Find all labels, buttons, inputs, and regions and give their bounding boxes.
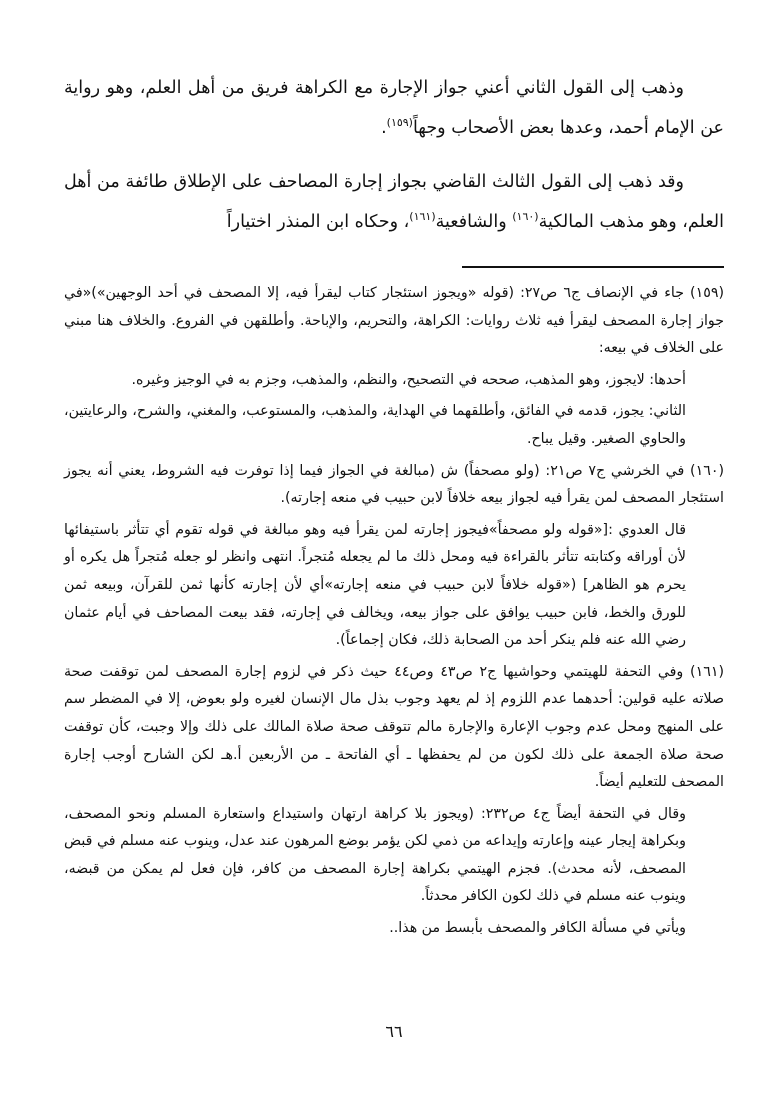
- footnote-159-number: (١٥٩): [690, 285, 725, 301]
- footnote-161-paragraph-3: ويأتي في مسألة الكافر والمصحف بأبسط من هذا..: [389, 920, 686, 937]
- main-paragraph-2-text-b: والشافعية: [435, 212, 513, 232]
- footnote-ref-159[interactable]: (١٥٩): [386, 116, 413, 130]
- page-number: ٦٦: [385, 1022, 403, 1041]
- footnote-159: [64, 280, 724, 363]
- main-paragraph-2-text-a: وقد ذهب إلى القول الثالث القاضي بجواز إجارة المصاحف على الإطلاق طائفة من أهل العلم، وهو مذهب المالكية: [64, 172, 724, 232]
- footnotes-section: [64, 280, 724, 947]
- main-paragraph-1-end: .: [381, 118, 387, 138]
- footnote-160-paragraph-2: قال العدوي :[«قوله ولو مصحفاً»فيجوز إجارته لمن يقرأ فيه وهو مبالغة في قوله تقوم أي تتأثر باستيفائها لأن أوراقه وكتابته تتأثر بالقراءة فيه ومحل ذلك ما لم يجعله مُتجراً. انتهى وانظر لو جعله مُتجراً هل يكره أو يحرم هو الظاهر] («قوله خلافاً لابن حبيب في منعه إجارته»أي لأن إجارته كأنها ثمن للقرآن، وبيعه ثمن للورق والخط، فابن حبيب يوافق على جواز بيعه، ويخالف في إجارته، فقد بيعت المصاحف في أيام عثمان رضي الله عنه فلم ينكر أحد من الصحابة ذلك، فكان إجماعاً).: [64, 521, 686, 649]
- main-paragraph-2-text-c: ، وحكاه ابن المنذر اختياراً: [226, 212, 410, 232]
- footnote-161-number: (١٦١): [690, 663, 725, 680]
- footnote-161-text: وفي التحفة للهيتمي وحواشيها ج٢ ص٤٣ وص٤٤ حيث ذكر في لزوم إجارة المصحف لمن توقفت صحة صلاته عليه قولين: أحدهما عدم اللزوم إذ لم يعهد وجوب بذل مال الإنسان لغيره ولو بعوض، إلا في المضطر سم على المنهج ومحل عدم وجوب الإعارة والإجارة مالم تتوقف صحة صلاة المالك على ذلك وإلا وجبت، كأن توقفت صحة صلاة الجمعة على ذلك لكون من لم يحفظها ـ أي الفاتحة ـ من الأربعين أ.هـ لكن الشارح أوجب إجارة المصحف للتعليم أيضاً.: [64, 663, 724, 791]
- footnote-ref-161[interactable]: (١٦١): [409, 210, 436, 224]
- main-paragraph-1-text: وذهب إلى القول الثاني أعني جواز الإجارة مع الكراهة فريق من أهل العلم، وهو رواية عن الإمام أحمد، وعدها بعض الأصحاب وجهاً: [64, 78, 724, 138]
- footnote-separator: [462, 266, 724, 268]
- footnote-161-paragraph-2: وقال في التحفة أيضاً ج٤ ص٢٣٢: (ويجوز بلا كراهة ارتهان واستيداع واستعارة المسلم ونحو المصحف، وبكراهة إيجار عينه وإعارته وإيداعه من ذمي لكن يؤمر بوضع المرهون عند عدل، وينوب عنه مسلم في قبض المصحف، لأنه محدث). فجزم الهيتمي بكراهة إجارة المصحف من كافر، فإن فعل لم يمكن من قبضه، وينوب عنه مسلم في ذلك لكون الكافر محدثاً.: [64, 805, 686, 905]
- footnote-160-text: في الخرشي ج٧ ص٢١: (ولو مصحفاً) ش (مبالغة في الجواز فيما إذا توفرت فيه الشروط، يعني أنه يجوز استئجار المصحف لمن يقرأ فيه لجواز بيعه خلافاً لابن حبيب في منعه إجارته).: [64, 462, 724, 507]
- footnote-160: [64, 458, 724, 513]
- footnote-160-number: (١٦٠): [690, 462, 724, 479]
- footnote-ref-160[interactable]: (١٦٠): [512, 210, 539, 224]
- footnote-161: [64, 659, 724, 797]
- main-text: [64, 68, 724, 242]
- main-paragraph-1: [64, 68, 724, 148]
- main-paragraph-2: [64, 162, 724, 242]
- footnote-159-paragraph-2: أحدها: لايجوز، وهو المذهب، صححه في التصحيح، والنظم، والمذهب، وجزم به في الوجيز وغيره.: [131, 371, 686, 388]
- document-page: [64, 68, 724, 1078]
- footnote-159-text: جاء في الإنصاف ج٦ ص٢٧: (قوله «ويجوز استئجار كتاب ليقرأ فيه، إلا المصحف في أحد الوجهين»)«في جواز إجارة المصحف ليقرأ فيه ثلاث روايات: الكراهة، والتحريم، والإباحة. وأطلقهن في الفروع. والخلاف هنا مبني على الخلاف في بيعه:: [64, 285, 724, 357]
- footnote-159-paragraph-3: الثاني: يجوز، قدمه في الفائق، وأطلقهما في الهداية، والمذهب، والمستوعب، والمغني، والشرح، والرعايتين، والحاوي الصغير. وقيل يباح.: [64, 403, 686, 447]
